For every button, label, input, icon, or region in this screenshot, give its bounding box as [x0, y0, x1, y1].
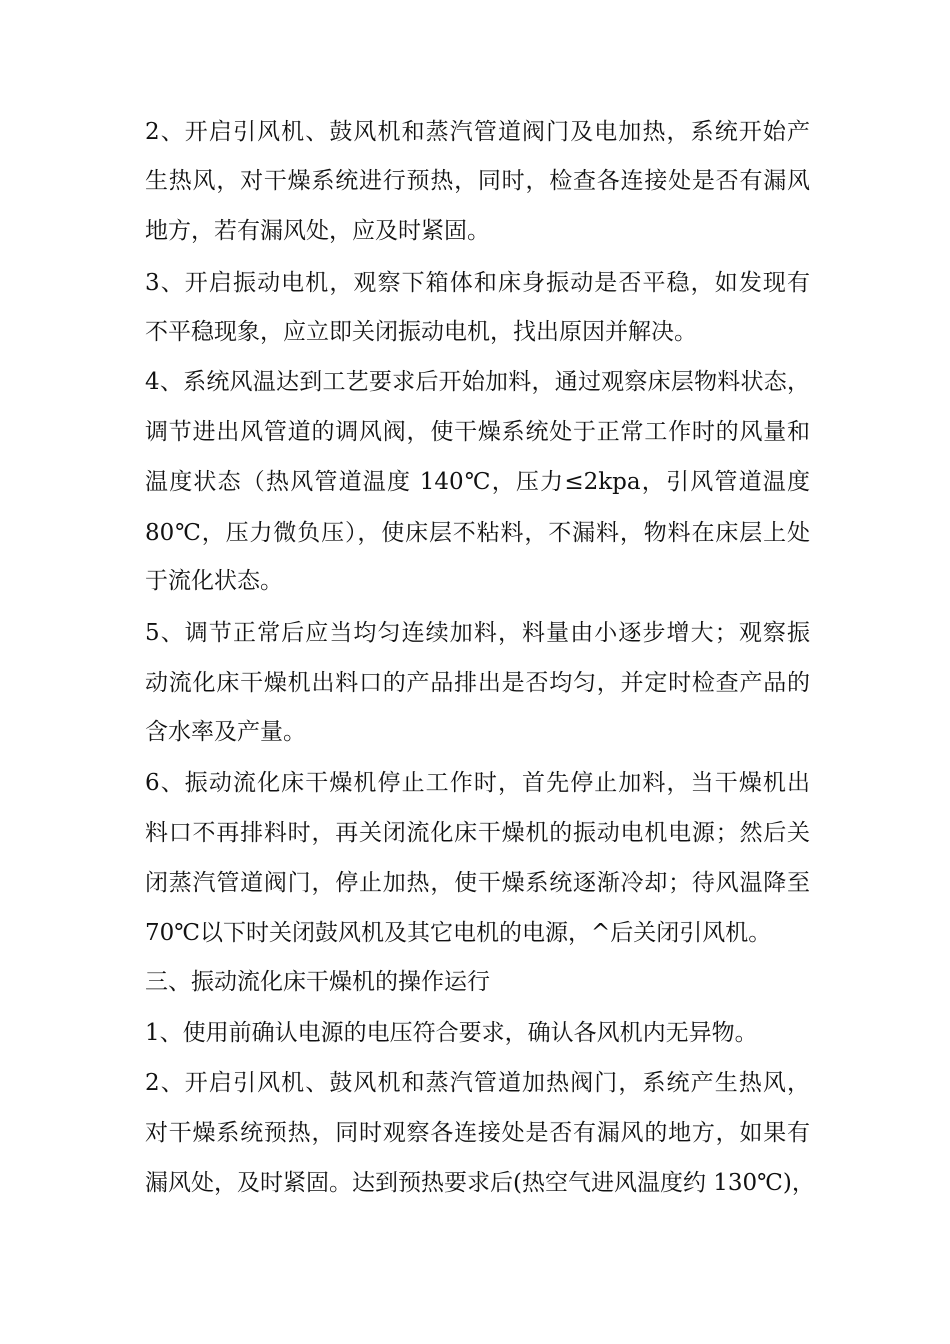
text-line-14: 6、振动流化床干燥机停止工作时，首先停止加料，当干燥机出 — [145, 770, 810, 796]
text-line-12: 动流化床干燥机出料口的产品排出是否均匀，并定时检查产品的 — [145, 670, 810, 696]
text-line-10: 于流化状态。 — [145, 568, 283, 594]
text-line-16: 闭蒸汽管道阀门，停止加热，使干燥系统逐渐冷却；待风温降至 — [145, 870, 810, 896]
text-line-15: 料口不再排料时，再关闭流化床干燥机的振动电机电源；然后关 — [145, 820, 810, 846]
text-line-20: 2、开启引风机、鼓风机和蒸汽管道加热阀门，系统产生热风， — [145, 1070, 810, 1096]
text-line-21: 对干燥系统预热，同时观察各连接处是否有漏风的地方，如果有 — [145, 1120, 810, 1146]
text-line-19: 1、使用前确认电源的电压符合要求，确认各风机内无异物。 — [145, 1020, 758, 1046]
text-line-7: 调节进出风管道的调风阀，使干燥系统处于正常工作时的风量和 — [145, 419, 810, 445]
text-line-6: 4、系统风温达到工艺要求后开始加料，通过观察床层物料状态， — [145, 369, 810, 395]
section-heading: 三、振动流化床干燥机的操作运行 — [145, 969, 490, 995]
text-line-17: 70℃以下时关闭鼓风机及其它电机的电源，^后关闭引风机。 — [145, 920, 772, 946]
text-line-13: 含水率及产量。 — [145, 719, 306, 745]
text-line-5: 不平稳现象，应立即关闭振动电机，找出原因并解决。 — [145, 319, 697, 345]
text-line-1: 2、开启引风机、鼓风机和蒸汽管道阀门及电加热，系统开始产 — [145, 119, 810, 145]
text-line-3: 地方，若有漏风处，应及时紧固。 — [145, 218, 490, 244]
text-line-2: 生热风，对干燥系统进行预热，同时，检查各连接处是否有漏风 — [145, 168, 810, 194]
text-line-11: 5、调节正常后应当均匀连续加料，料量由小逐步增大；观察振 — [145, 620, 810, 646]
text-line-4: 3、开启振动电机，观察下箱体和床身振动是否平稳，如发现有 — [145, 270, 810, 296]
text-line-22: 漏风处，及时紧固。达到预热要求后(热空气进风温度约 130℃)， — [145, 1170, 815, 1196]
text-line-9: 80℃，压力微负压），使床层不粘料，不漏料，物料在床层上处 — [145, 520, 810, 546]
text-line-8: 温度状态（热风管道温度 140℃，压力≤2kpa，引风管道温度 — [145, 469, 810, 495]
